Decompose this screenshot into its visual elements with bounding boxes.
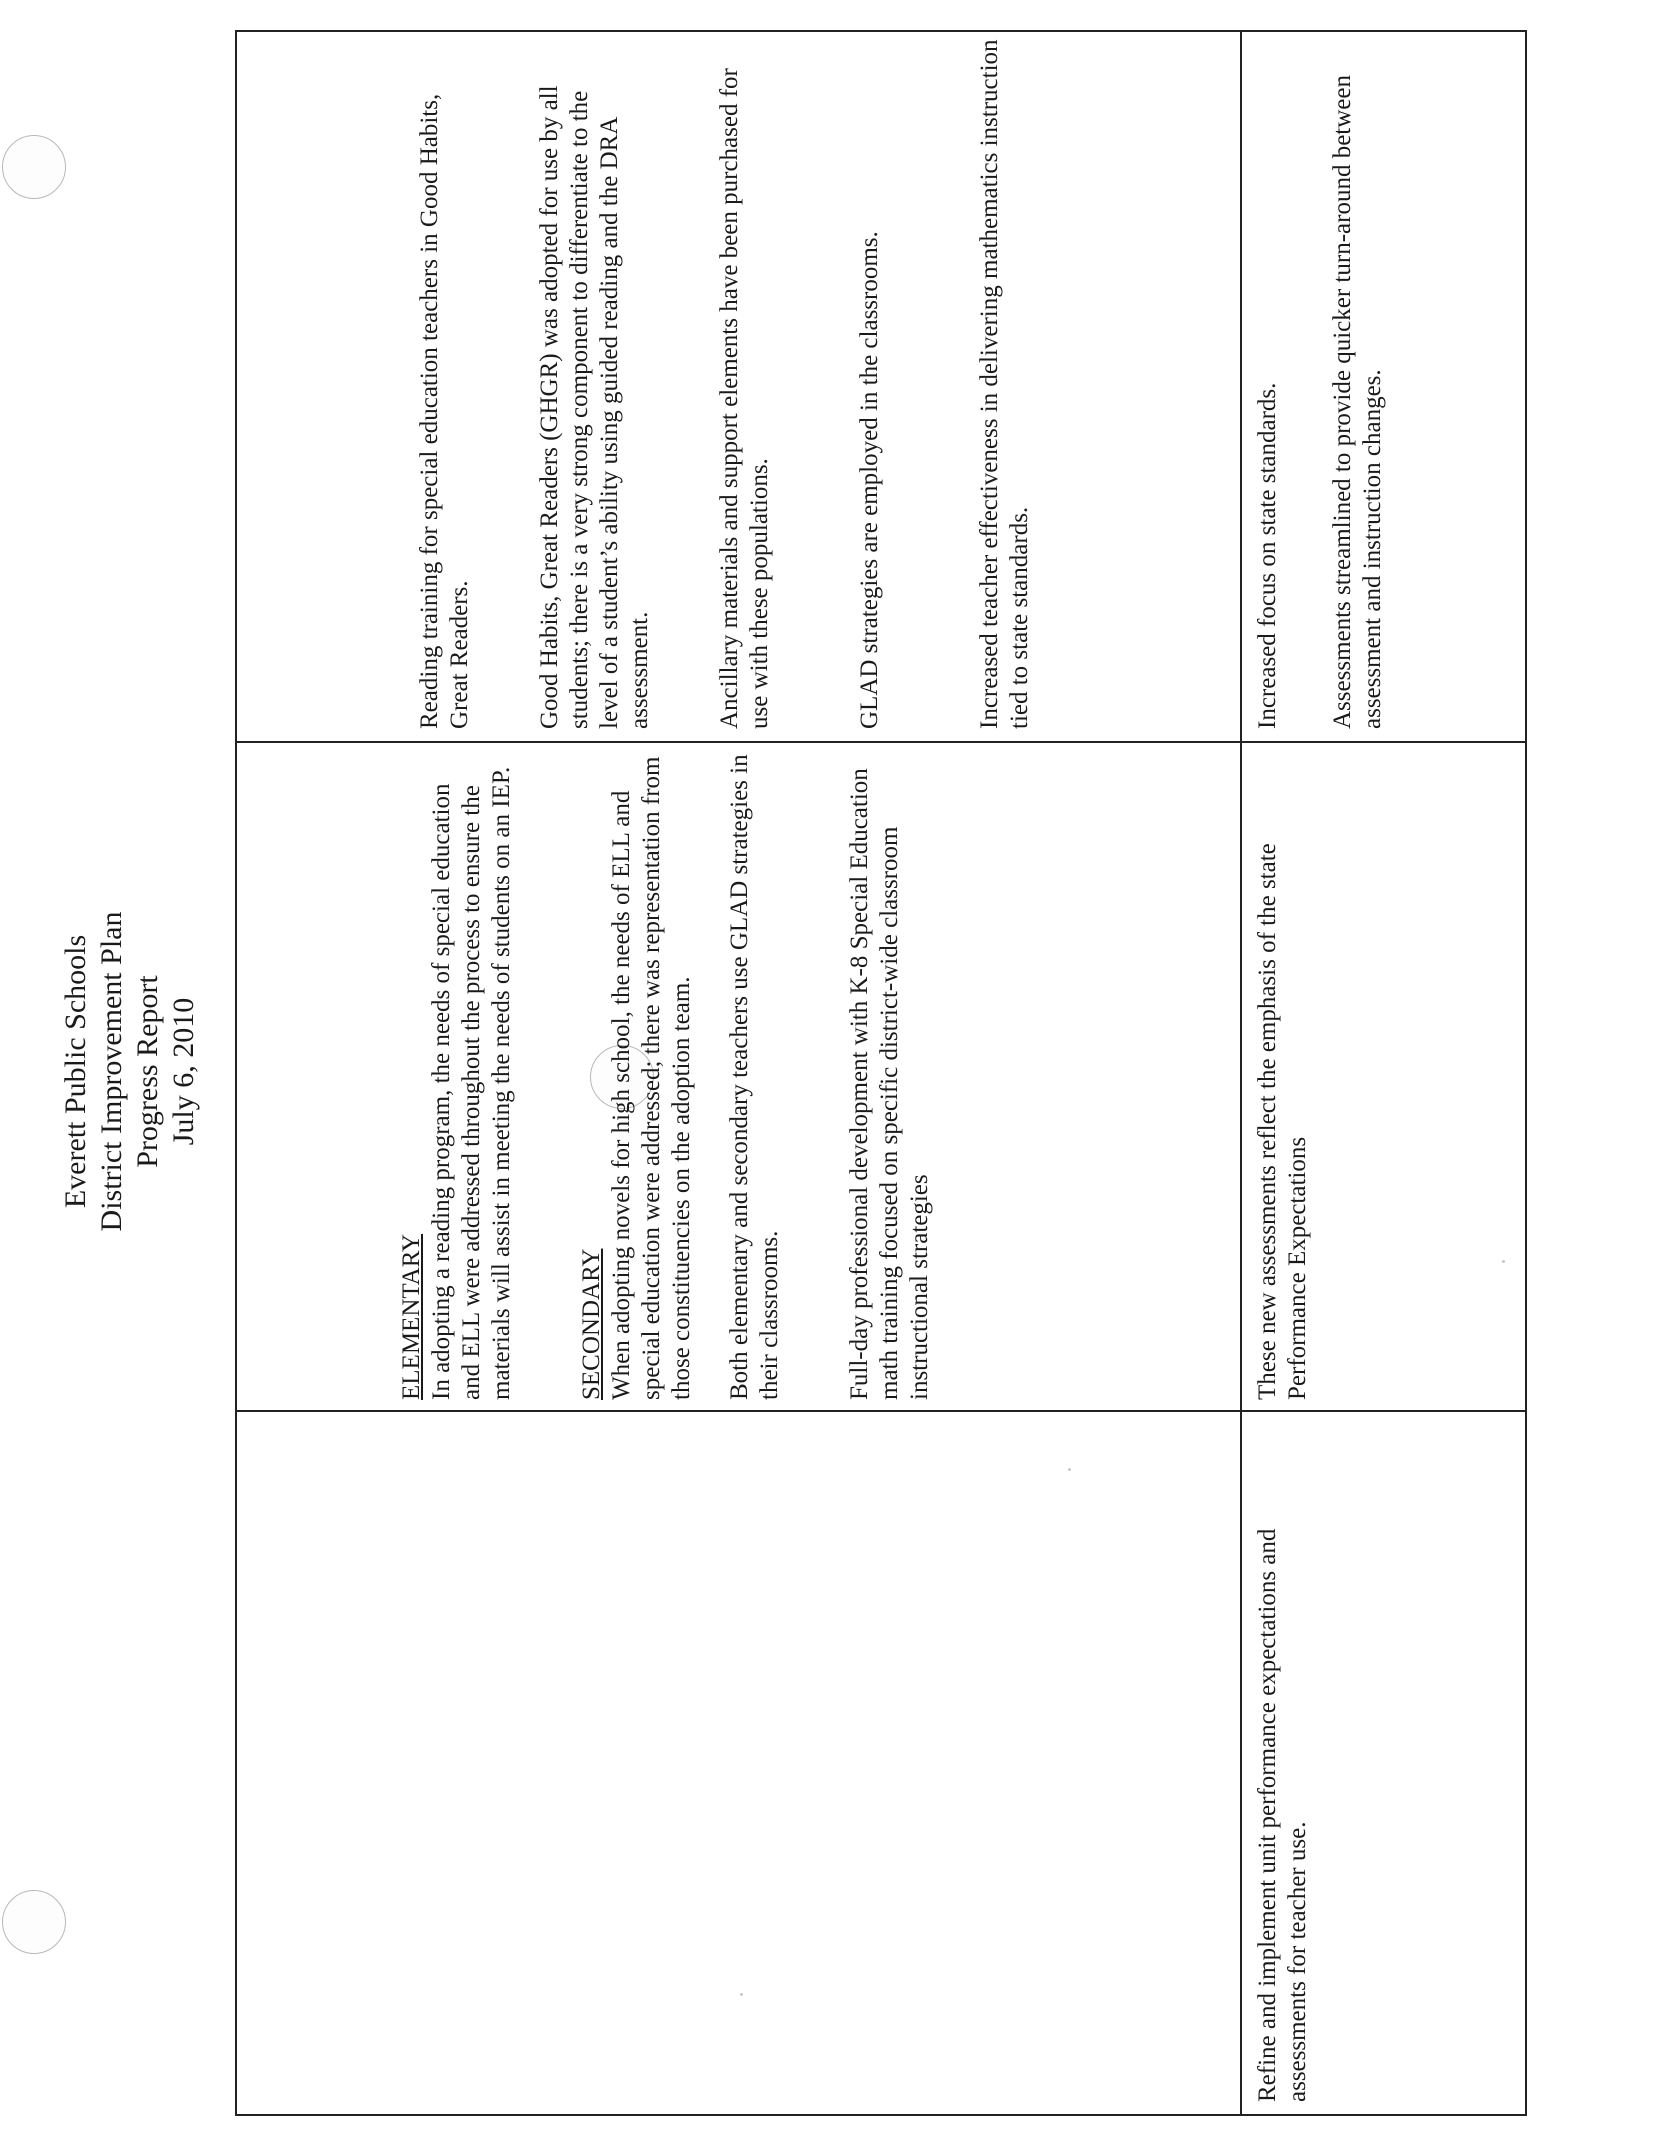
elementary-heading: ELEMENTARY: [398, 1233, 425, 1400]
header-date: July 6, 2010: [167, 997, 200, 1146]
column-divider-1: [237, 1410, 1525, 1412]
math-pd-text: Full-day professional development with K-8 Special Education math training focused on specific district-wide classroom instructional strategies: [846, 768, 933, 1400]
math-result: Increased teacher effectiveness in delivering mathematics instruction tied to state standards.: [976, 39, 1033, 729]
table-cell-actions-row1: [397, 752, 935, 1400]
secondary-text: When adopting novels for high school, the needs of ELL and special education were addressed; there was representation from those constituencies on the adoption team.: [608, 756, 695, 1400]
streamlined-result: Assessments streamlined to provide quicker turn-around between assessment and instruction changes.: [1329, 75, 1386, 729]
progress-table: [235, 30, 1527, 2116]
ancillary-result: Ancillary materials and support elements have been purchased for use with these populations.: [716, 68, 773, 729]
glad-text: Both elementary and secondary teachers use GLAD strategies in their classrooms.: [726, 754, 783, 1400]
table-cell-actions-row2: These new assessments reflect the emphasis of the state Performance Expectations: [1254, 843, 1311, 1400]
column-divider-2: [237, 741, 1525, 743]
elementary-text: In adopting a reading program, the needs of special education and ELL were addressed throughout the process to ensure the materials will assist in meeting the needs of students on an IEP.: [428, 766, 515, 1400]
header-report-type: Progress Report: [131, 975, 164, 1168]
document-header: [58, 799, 202, 1344]
ghgr-result: Good Habits, Great Readers (GHGR) was adopted for use by all students; there is a very strong component to differentiate to the level of a student’s ability using guided reading and the DRA assessment.: [536, 85, 653, 729]
secondary-heading: SECONDARY: [578, 1248, 605, 1400]
table-cell-goal-row2: Refine and implement unit performance expectations and assessments for teacher use.: [1254, 1528, 1311, 2102]
header-district: Everett Public Schools: [59, 934, 92, 1209]
reading-training-result: Reading training for special education teachers in Good Habits, Great Readers.: [416, 93, 473, 729]
glad-result: GLAD strategies are employed in the classrooms.: [856, 231, 883, 729]
table-cell-results-row2: [1253, 39, 1388, 729]
state-standards-result: Increased focus on state standards.: [1254, 382, 1281, 729]
table-cell-results-row1: [415, 39, 1035, 729]
header-plan-title: District Improvement Plan: [95, 911, 128, 1232]
row-divider: [1240, 32, 1242, 2114]
